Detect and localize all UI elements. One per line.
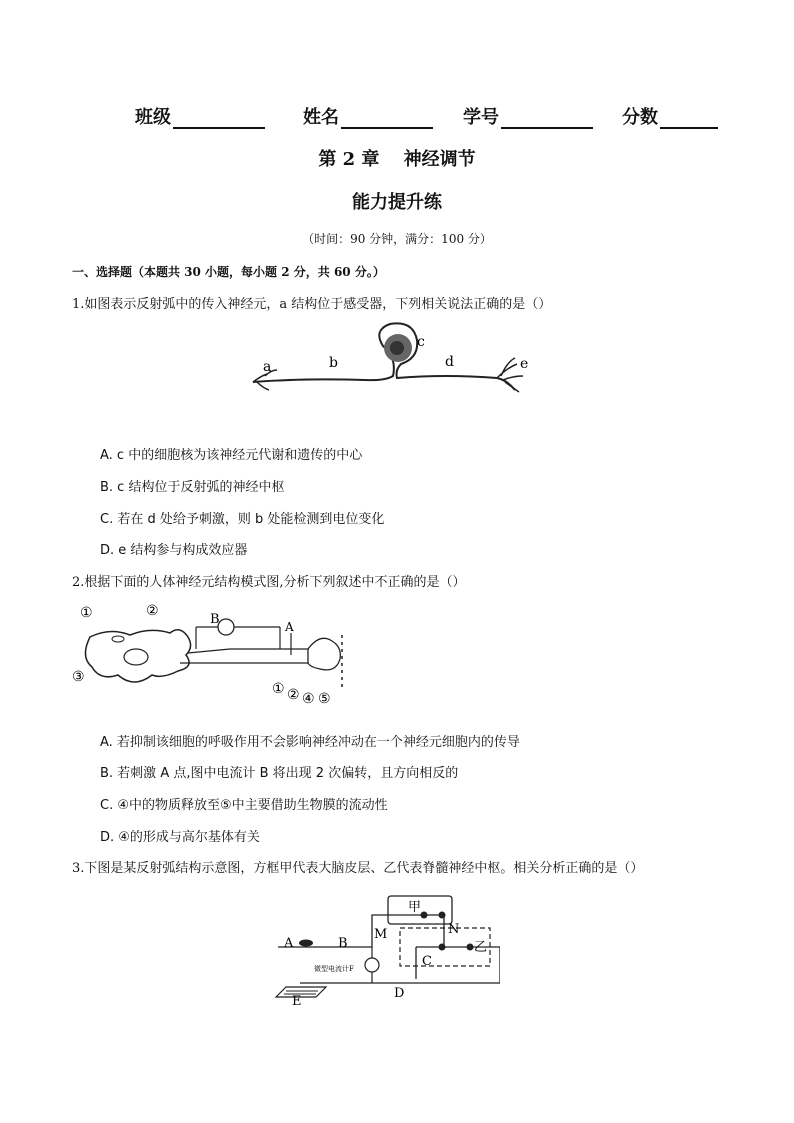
axon-outline [180,649,308,663]
class-blank[interactable] [173,107,265,129]
student-info-row [0,103,794,133]
synapse-top-1 [421,912,428,919]
id-blank[interactable] [501,107,593,129]
question-2-stem: 2.根据下面的人体神经元结构模式图,分析下列叙述中不正确的是（） [72,575,466,590]
fig2-label-b: B [210,612,220,627]
fig2-label-3: ③ [72,669,85,685]
score-label: 分数 [622,107,658,128]
question-3-stem: 3.下图是某反射弧结构示意图，方框甲代表大脑皮层、乙代表脊髓神经中枢。相关分析正确的是（） [72,861,644,876]
sensory-neuron-figure [245,318,530,400]
fig2-label-a: A [285,620,294,634]
id-label: 学号 [463,107,499,128]
fig3-label-jia: 甲 [408,900,422,915]
fig2-label-b1: ① [272,681,285,697]
reflex-arc-figure [270,887,500,1007]
synapse-right [467,944,474,951]
q2-option-c[interactable]: C. ④中的物质释放至⑤中主要借助生物膜的流动性 [100,798,388,813]
fig2-label-1: ① [80,605,93,621]
score-blank[interactable] [660,107,718,129]
class-field [135,103,265,129]
q1-option-a[interactable]: A. c 中的细胞核为该神经元代谢和遗传的中心 [100,448,363,463]
name-field [303,103,433,129]
axon-terminal [308,638,340,670]
worksheet-subtitle: 能力提升练 [352,192,442,213]
fig1-label-a: a [263,359,272,375]
synapse-top-2 [439,912,446,919]
fig3-label-e: E [292,994,302,1007]
microammeter-icon [365,958,379,972]
fig3-label-yi: 乙 [474,940,488,955]
class-label: 班级 [135,107,171,128]
fig1-label-d: d [445,354,454,370]
receptor-a [299,940,313,947]
fig2-label-b5: ⑤ [318,691,331,707]
fig2-label-2: ② [146,603,159,619]
fig3-label-a: A [284,936,294,951]
q1-option-d[interactable]: D. e 结构参与构成效应器 [100,543,248,558]
galvanometer-icon [218,619,234,635]
chapter-title: 第 2 章 神经调节 [318,149,476,170]
fig3-label-b: B [338,936,348,951]
fig3-label-c: C [422,954,432,969]
fig1-label-b: b [329,355,338,371]
fig3-label-d: D [394,986,405,1001]
q2-option-d[interactable]: D. ④的形成与高尔基体有关 [100,830,260,845]
cell-body-outline [85,630,190,682]
fig3-label-n: N [448,922,460,937]
fig2-label-b4: ④ [302,691,315,707]
synapse-mid [439,944,446,951]
fig1-label-c: c [417,334,425,350]
section-heading: 一、选择题（本题共 30 小题，每小题 2 分，共 60 分。） [72,265,385,279]
name-label: 姓名 [303,107,339,128]
nucleus [390,341,404,355]
neuron-structure-figure [70,597,360,707]
organelle-1 [112,636,124,642]
fig3-label-m: M [374,927,388,942]
question-1-stem: 1.如图表示反射弧中的传入神经元，a 结构位于感受器，下列相关说法正确的是（） [72,297,552,312]
fig1-label-e: e [520,356,529,372]
id-field [463,103,593,129]
q2-option-b[interactable]: B. 若刺激 A 点,图中电流计 B 将出现 2 次偏转，且方向相反的 [100,766,459,781]
axon-path [253,323,515,390]
name-blank[interactable] [341,107,433,129]
q1-option-b[interactable]: B. c 结构位于反射弧的神经中枢 [100,480,285,495]
fig2-label-b2: ② [287,687,300,703]
exam-meta: （时间：90 分钟，满分：100 分） [302,232,492,246]
nucleus-outline [124,649,148,665]
score-field [622,103,718,129]
fig3-label-meter: 微型电流计F [314,965,354,973]
q2-option-a[interactable]: A. 若抑制该细胞的呼吸作用不会影响神经冲动在一个神经元细胞内的传导 [100,735,520,750]
q1-option-c[interactable]: C. 若在 d 处给予刺激，则 b 处能检测到电位变化 [100,512,385,527]
